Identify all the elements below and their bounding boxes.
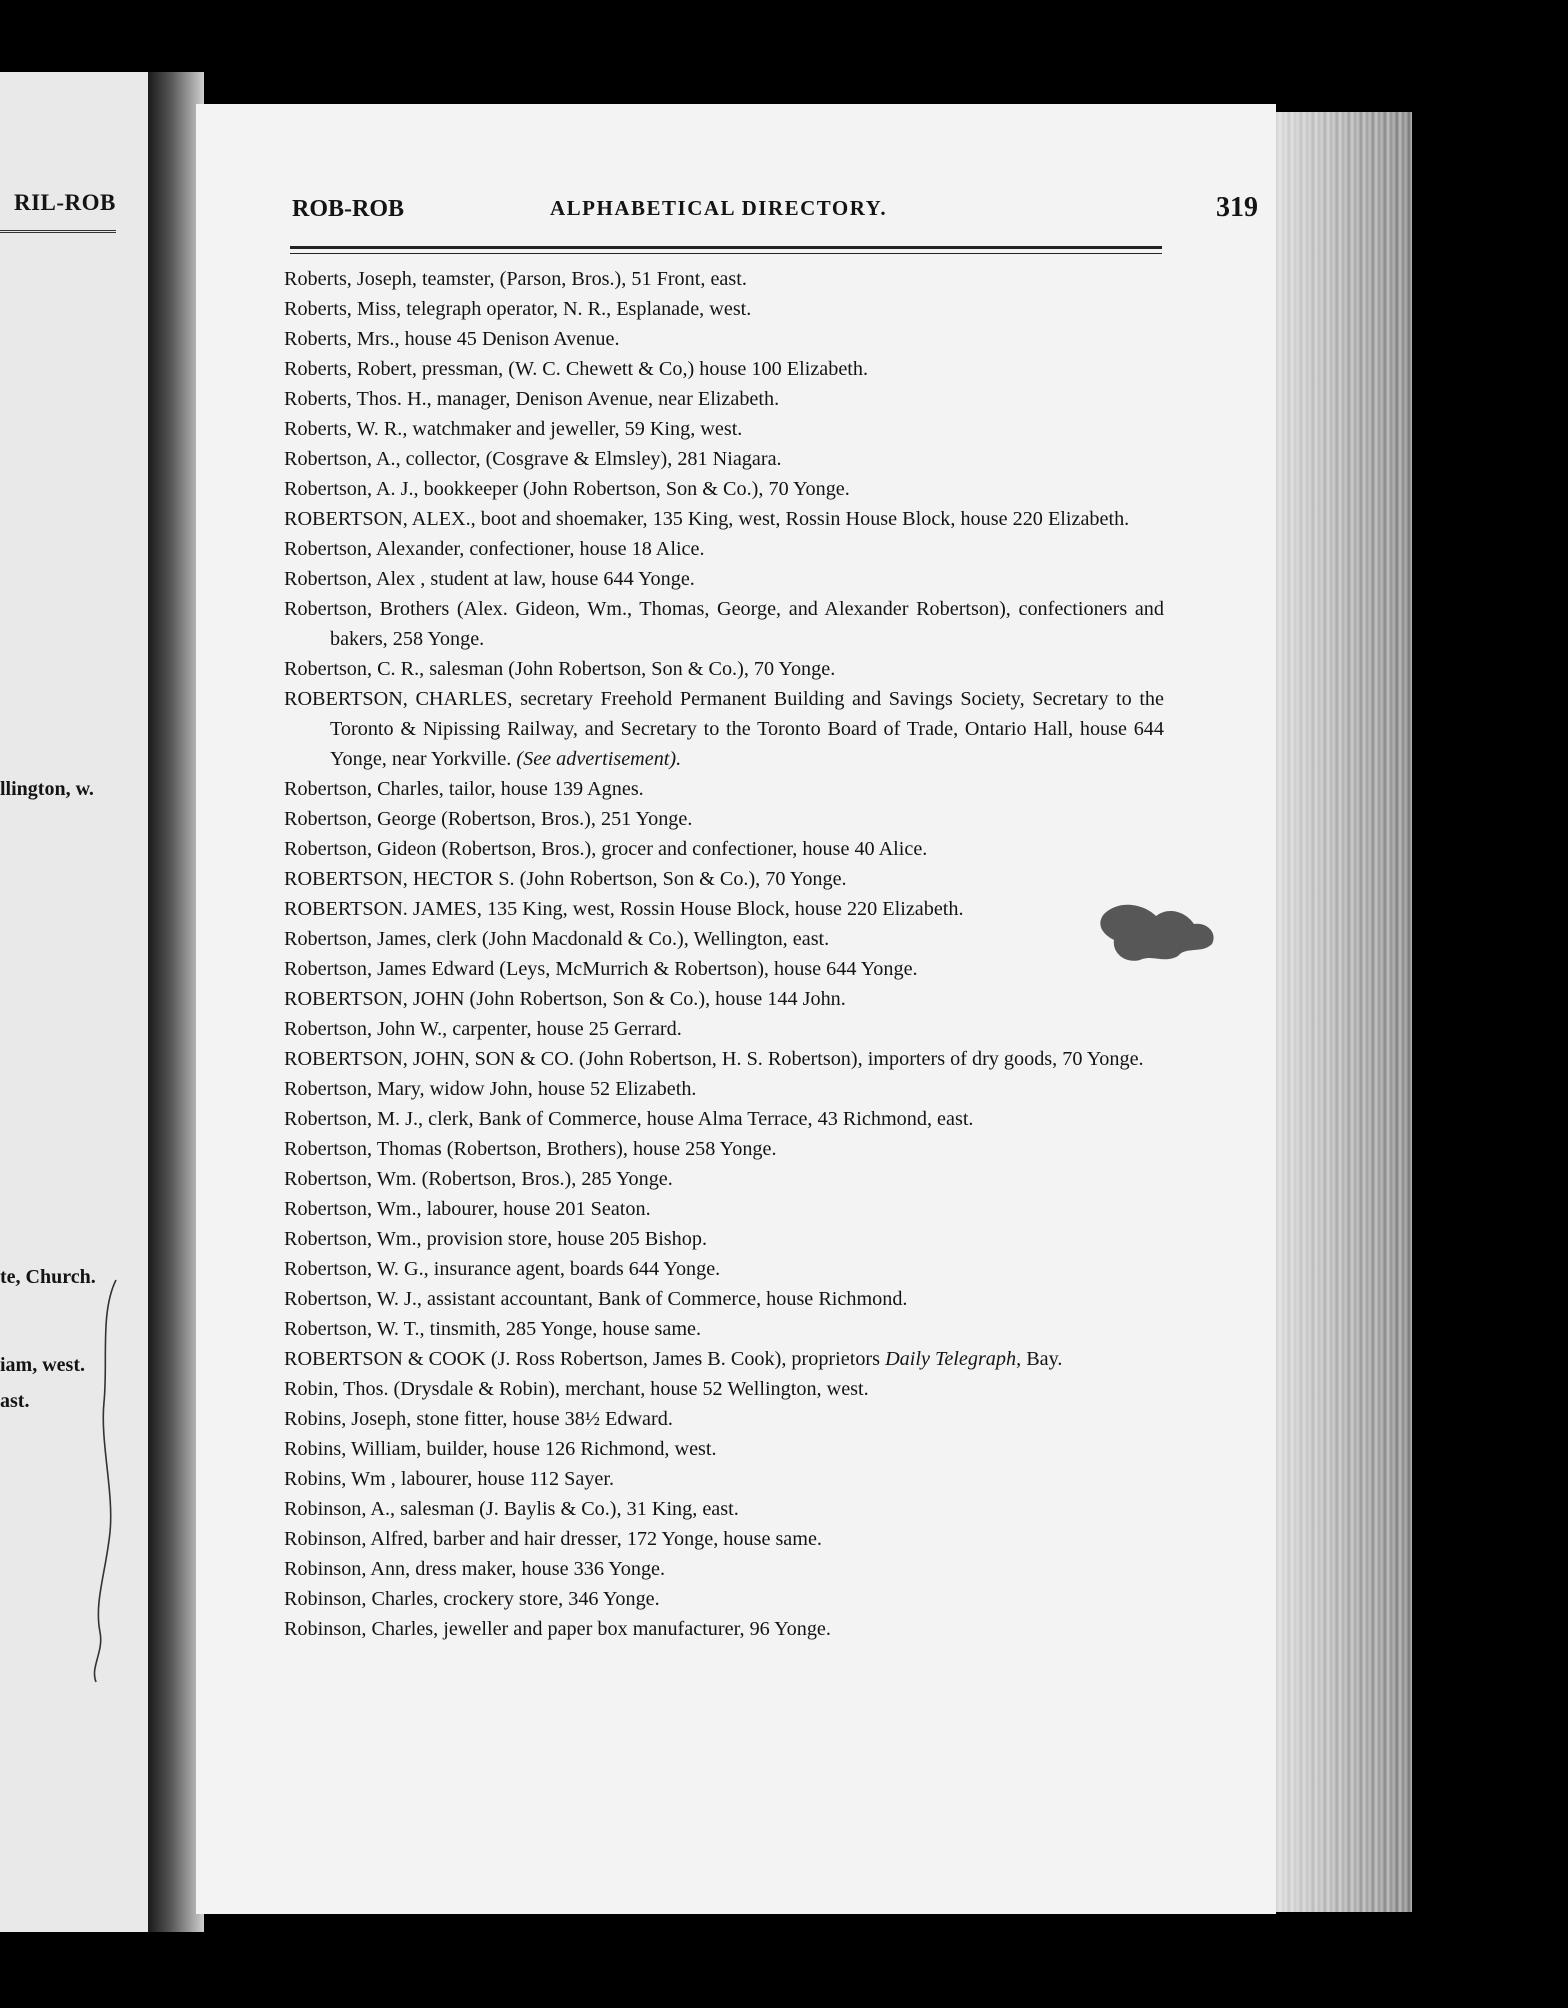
entry-text: Roberts, Mrs., house 45 Denison Avenue. — [284, 328, 620, 350]
running-head — [292, 192, 1262, 236]
directory-entry — [284, 684, 1164, 774]
directory-entry — [284, 384, 1164, 414]
entry-text: Robertson, Mary, widow John, house 52 Elizabeth. — [284, 1078, 697, 1100]
entry-text: Roberts, Robert, pressman, (W. C. Chewett & Co,) house 100 Elizabeth. — [284, 358, 869, 380]
header-title: ALPHABETICAL DIRECTORY. — [550, 196, 888, 220]
entry-text: Robertson, Wm., labourer, house 201 Seaton. — [284, 1198, 651, 1220]
directory-entry — [284, 1554, 1164, 1584]
entry-text: Robertson, M. J., clerk, Bank of Commerce, house Alma Terrace, 43 Richmond, east. — [284, 1108, 974, 1130]
left-page-fragment: iam, west. — [0, 1354, 85, 1376]
directory-entry — [284, 324, 1164, 354]
entry-text: Robertson, Alexander, confectioner, house 18 Alice. — [284, 538, 705, 560]
directory-entry — [284, 1164, 1164, 1194]
entry-text: ROBERTSON, CHARLES, secretary Freehold Permanent Building and Savings Society, Secretary to the Toronto & Nipissing Railway, and Secretary to the Toronto Board of Trade, Ontario Hall, house 644 Yonge, near Yorkville. — [284, 688, 1164, 770]
directory-entry — [284, 564, 1164, 594]
entry-text: Roberts, W. R., watchmaker and jeweller, 59 King, west. — [284, 418, 743, 440]
directory-entry — [284, 504, 1164, 534]
directory-entry — [284, 1224, 1164, 1254]
directory-entry — [284, 894, 1164, 924]
entry-italic: (See advertisement). — [516, 748, 682, 770]
entry-italic: Daily Telegraph, — [885, 1348, 1022, 1370]
ink-stain — [1094, 894, 1224, 966]
left-page-fragment: ast. — [0, 1390, 30, 1412]
entry-text: Robertson, James, clerk (John Macdonald & Co.), Wellington, east. — [284, 928, 830, 950]
entry-text: Robertson, W. T., tinsmith, 285 Yonge, house same. — [284, 1318, 702, 1340]
left-header-rule — [0, 230, 116, 233]
entry-text: Roberts, Joseph, teamster, (Parson, Bros.), 51 Front, east. — [284, 268, 747, 290]
pencil-mark — [70, 1272, 130, 1692]
entry-text: Robinson, Charles, jeweller and paper box manufacturer, 96 Yonge. — [284, 1618, 831, 1640]
directory-entry — [284, 1494, 1164, 1524]
page-number: 319 — [1216, 192, 1258, 223]
directory-entry — [284, 474, 1164, 504]
left-page-fragment: llington, w. — [0, 778, 94, 800]
directory-entry — [284, 924, 1164, 954]
directory-entry — [284, 414, 1164, 444]
directory-entry — [284, 1374, 1164, 1404]
entry-text: Roberts, Thos. H., manager, Denison Avenue, near Elizabeth. — [284, 388, 780, 410]
left-page — [0, 72, 152, 1932]
entry-text: Robertson, John W., carpenter, house 25 Gerrard. — [284, 1018, 682, 1040]
entry-text: ROBERTSON, HECTOR S. (John Robertson, Son & Co.), 70 Yonge. — [284, 868, 847, 890]
entry-text: Robins, William, builder, house 126 Richmond, west. — [284, 1438, 717, 1460]
directory-entry — [284, 834, 1164, 864]
page-edges — [1262, 112, 1412, 1912]
right-page — [196, 104, 1276, 1914]
entry-text: Robins, Wm , labourer, house 112 Sayer. — [284, 1468, 614, 1490]
directory-entry — [284, 864, 1164, 894]
directory-entry — [284, 444, 1164, 474]
entry-text: Robertson, Charles, tailor, house 139 Agnes. — [284, 778, 644, 800]
directory-entry — [284, 1404, 1164, 1434]
entry-text: ROBERTSON, JOHN, SON & CO. (John Robertson, H. S. Robertson), importers of dry goods, 70 Yonge. — [284, 1048, 1144, 1070]
directory-entry — [284, 1314, 1164, 1344]
entry-text: Robertson, A. J., bookkeeper (John Robertson, Son & Co.), 70 Yonge. — [284, 478, 850, 500]
directory-entry — [284, 1254, 1164, 1284]
header-range: ROB-ROB — [292, 196, 405, 222]
directory-entry — [284, 804, 1164, 834]
entry-text: Robertson, James Edward (Leys, McMurrich & Robertson), house 644 Yonge. — [284, 958, 918, 980]
directory-entry — [284, 1134, 1164, 1164]
directory-entry — [284, 1044, 1164, 1074]
header-rule — [290, 246, 1162, 254]
left-page-header: RIL-ROB — [14, 190, 116, 215]
directory-entry — [284, 1344, 1164, 1374]
directory-entry — [284, 1284, 1164, 1314]
entry-text: Robin, Thos. (Drysdale & Robin), merchant, house 52 Wellington, west. — [284, 1378, 869, 1400]
entry-text: Robertson, Gideon (Robertson, Bros.), grocer and confectioner, house 40 Alice. — [284, 838, 928, 860]
entry-text: Robertson, Wm. (Robertson, Bros.), 285 Yonge. — [284, 1168, 673, 1190]
directory-entry — [284, 1584, 1164, 1614]
directory-entry — [284, 954, 1164, 984]
directory-entry — [284, 1104, 1164, 1134]
directory-entry — [284, 1614, 1164, 1644]
entry-text: Robertson, W. J., assistant accountant, Bank of Commerce, house Richmond. — [284, 1288, 908, 1310]
entry-text: Robertson, W. G., insurance agent, boards 644 Yonge. — [284, 1258, 721, 1280]
entry-text: Robertson, Brothers (Alex. Gideon, Wm., Thomas, George, and Alexander Robertson), confectioners and bakers, 258 Yonge. — [284, 598, 1164, 650]
directory-entry — [284, 1074, 1164, 1104]
entry-text: Robinson, A., salesman (J. Baylis & Co.), 31 King, east. — [284, 1498, 739, 1520]
entry-text: Robertson, C. R., salesman (John Robertson, Son & Co.), 70 Yonge. — [284, 658, 836, 680]
entry-text: Robertson, A., collector, (Cosgrave & Elmsley), 281 Niagara. — [284, 448, 782, 470]
entry-text: Robinson, Alfred, barber and hair dresser, 172 Yonge, house same. — [284, 1528, 822, 1550]
entry-text: ROBERTSON. JAMES, 135 King, west, Rossin House Block, house 220 Elizabeth. — [284, 898, 964, 920]
entry-text: ROBERTSON & COOK (J. Ross Robertson, James B. Cook), proprietors — [284, 1348, 881, 1370]
directory-entry — [284, 1014, 1164, 1044]
directory-entry — [284, 354, 1164, 384]
entry-text: Robinson, Charles, crockery store, 346 Yonge. — [284, 1588, 660, 1610]
entry-text: Robins, Joseph, stone fitter, house 38½ Edward. — [284, 1408, 673, 1430]
directory-entry — [284, 294, 1164, 324]
directory-entry — [284, 984, 1164, 1014]
directory-entry — [284, 1464, 1164, 1494]
directory-entry — [284, 1434, 1164, 1464]
entry-text: Robinson, Ann, dress maker, house 336 Yonge. — [284, 1558, 666, 1580]
directory-entries — [284, 264, 1164, 1644]
left-page-fragment: te, Church. — [0, 1266, 96, 1288]
entry-text: ROBERTSON, JOHN (John Robertson, Son & Co.), house 144 John. — [284, 988, 846, 1010]
directory-entry — [284, 264, 1164, 294]
entry-text: Robertson, Thomas (Robertson, Brothers), house 258 Yonge. — [284, 1138, 777, 1160]
entry-text: Robertson, George (Robertson, Bros.), 251 Yonge. — [284, 808, 693, 830]
directory-entry — [284, 654, 1164, 684]
directory-entry — [284, 774, 1164, 804]
directory-entry — [284, 534, 1164, 564]
directory-entry — [284, 594, 1164, 654]
directory-entry — [284, 1194, 1164, 1224]
directory-entry — [284, 1524, 1164, 1554]
entry-text: ROBERTSON, ALEX., boot and shoemaker, 135 King, west, Rossin House Block, house 220 Elizabeth. — [284, 508, 1130, 530]
entry-text: Roberts, Miss, telegraph operator, N. R., Esplanade, west. — [284, 298, 752, 320]
entry-text: Robertson, Alex , student at law, house 644 Yonge. — [284, 568, 695, 590]
entry-text-continued: Bay. — [1026, 1348, 1063, 1370]
entry-text: Robertson, Wm., provision store, house 205 Bishop. — [284, 1228, 707, 1250]
